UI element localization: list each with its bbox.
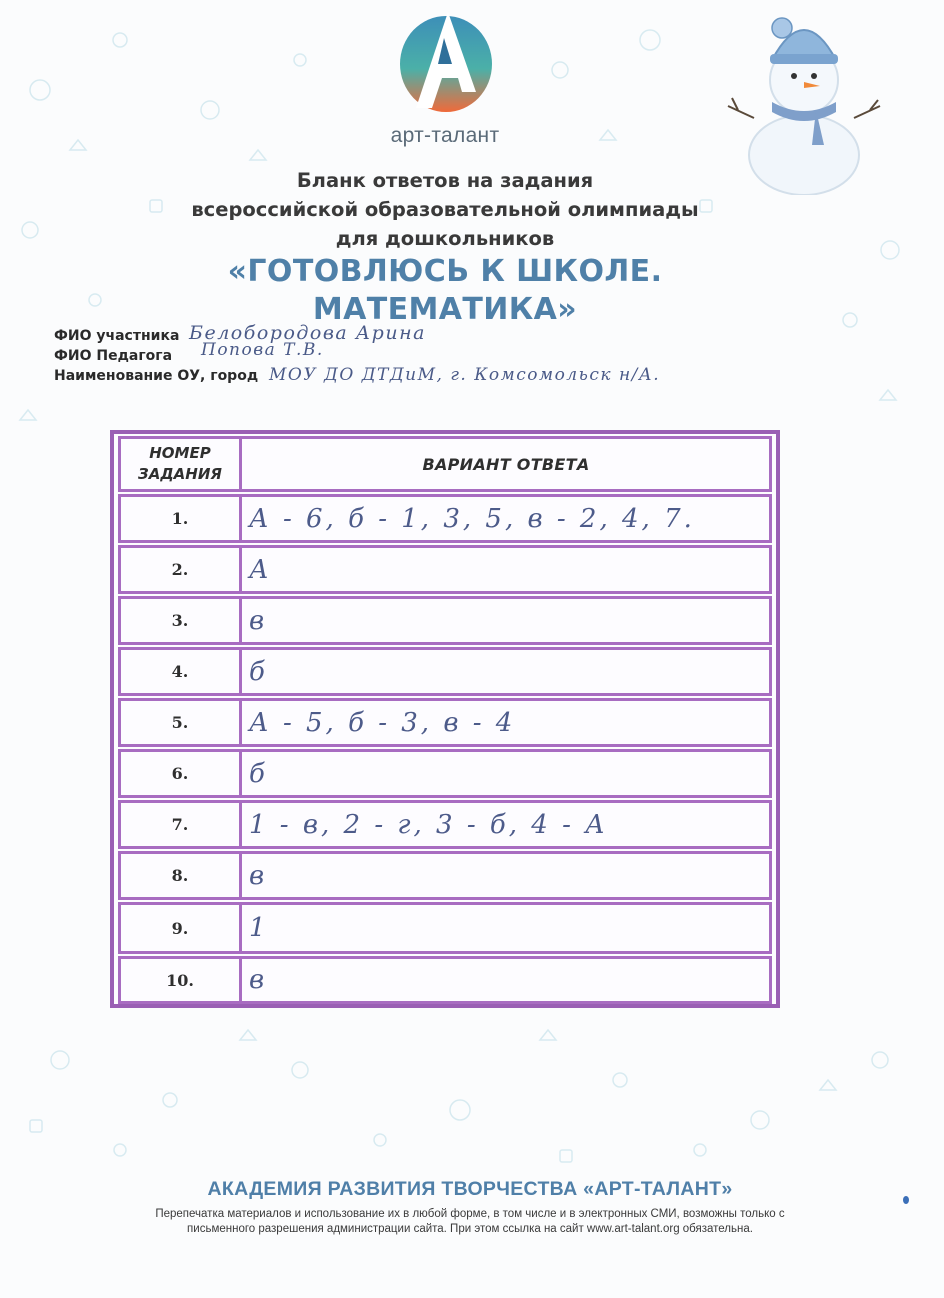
row-answer: в (249, 965, 268, 995)
row-answer: А - 5, б - 3, в - 4 (249, 707, 516, 738)
row-number: 8. (121, 854, 242, 897)
teacher-label: ФИО Педагога (54, 348, 173, 364)
answer-table (110, 430, 780, 1008)
table-header-row (118, 436, 772, 492)
footer-note (60, 1207, 880, 1237)
header-number (138, 443, 222, 485)
row-number: 2. (121, 548, 242, 591)
olympiad-title-line-1: «ГОТОВЛЮСЬ К ШКОЛЕ. (227, 254, 663, 289)
footer-note-line-1: Перепечатка материалов и использование их в любой форме, в том числе и в электронных СМИ, возможны только с (155, 1208, 785, 1220)
title-line-1: Бланк ответов на задания (296, 169, 594, 192)
footer-title: АКАДЕМИЯ РАЗВИТИЯ ТВОРЧЕСТВА «АРТ-ТАЛАНТ» (207, 1178, 733, 1200)
row-answer: в (249, 860, 268, 891)
row-answer: А - 6, б - 1, 3, 5, в - 2, 4, 7. (249, 503, 695, 534)
art-talant-logo (396, 8, 496, 116)
institution-label: Наименование ОУ, город (54, 368, 259, 384)
title-line-3: для дошкольников (335, 227, 555, 250)
header-number-line-2: ЗАДАНИЯ (138, 465, 222, 483)
row-number: 9. (121, 905, 242, 951)
table-row (118, 749, 772, 798)
row-answer: 1 - в, 2 - г, 3 - б, 4 - А (249, 809, 608, 840)
footer (60, 1178, 880, 1237)
participant-value: Белобородова Арина (189, 322, 426, 344)
table-row (118, 851, 772, 900)
table-row (118, 494, 772, 543)
row-number: 3. (121, 599, 242, 642)
row-number: 6. (121, 752, 242, 795)
scan-mark (903, 1196, 909, 1204)
header-number-line-1: НОМЕР (149, 444, 211, 462)
table-row (118, 545, 772, 594)
title-block (120, 166, 770, 329)
teacher-value: Попова Т.В. (201, 340, 324, 360)
row-number: 4. (121, 650, 242, 693)
row-answer: А (249, 554, 272, 585)
title-line-2: всероссийской образовательной олимпиады (191, 198, 699, 221)
row-answer: в (249, 605, 268, 636)
logo-text: арт-талант (390, 124, 500, 147)
header-answer: ВАРИАНТ ОТВЕТА (422, 454, 590, 474)
institution-value: МОУ ДО ДТДиМ, г. Комсомольск н/А. (269, 365, 661, 385)
footer-note-line-2: письменного разрешения администрации сайта. При этом ссылка на сайт www.art-talant.org обязательна. (187, 1223, 753, 1235)
table-row (118, 596, 772, 645)
participant-label: ФИО участника (54, 328, 180, 344)
table-row (118, 902, 772, 954)
row-number: 7. (121, 803, 242, 846)
participant-row (54, 322, 914, 348)
row-answer: б (249, 758, 268, 789)
row-answer: 1 (249, 913, 269, 943)
table-row (118, 800, 772, 849)
olympiad-title-line-2: МАТЕМАТИКА» (312, 292, 578, 327)
row-number: 5. (121, 701, 242, 744)
header-number-cell (121, 439, 242, 489)
participant-fields (54, 322, 914, 388)
institution-row (54, 365, 914, 388)
row-answer: б (249, 656, 268, 687)
row-number: 1. (121, 497, 242, 540)
table-row (118, 956, 772, 1004)
table-row (118, 698, 772, 747)
row-number: 10. (121, 959, 242, 1001)
table-row (118, 647, 772, 696)
